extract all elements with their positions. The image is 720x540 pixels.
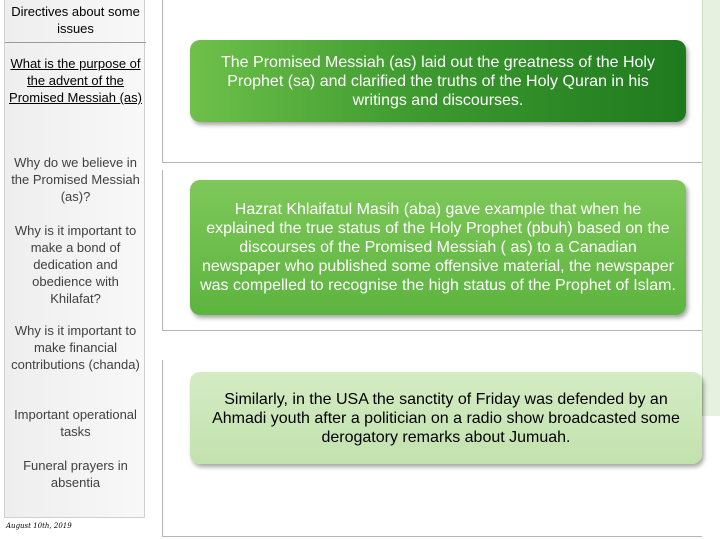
connector-line: [162, 536, 702, 537]
connector-line: [162, 360, 163, 536]
date-footer: August 10th, 2019: [6, 522, 72, 530]
callout-usa-friday: [190, 372, 702, 464]
sidebar-item-why-believe[interactable]: Why do we believe in the Promised Messiah (as)?: [11, 155, 140, 204]
sidebar: [4, 0, 145, 518]
connector-line: [162, 330, 702, 331]
sidebar-title: Directives about some issues: [11, 4, 140, 36]
callout-text: Similarly, in the USA the sanctity of Friday was defended by an Ahmadi youth after a politician on a radio show broadcasted some derogatory remarks about Jumuah.: [212, 390, 680, 446]
sidebar-item-operational-tasks[interactable]: Important operational tasks: [14, 407, 137, 439]
connector-line: [162, 170, 163, 330]
side-tab: [702, 0, 720, 416]
callout-text: The Promised Messiah (as) laid out the greatness of the Holy Prophet (sa) and clarified the truths of the Holy Quran in his writings and discourses.: [221, 53, 655, 109]
connector-line: [162, 0, 163, 162]
sidebar-divider: [5, 42, 146, 43]
sidebar-item-funeral-prayers[interactable]: Funeral prayers in absentia: [23, 458, 128, 490]
callout-canadian-newspaper: [190, 180, 686, 315]
sidebar-item-financial-contributions[interactable]: Why is it important to make financial contributions (chanda): [11, 323, 140, 372]
sidebar-item-purpose-of-advent[interactable]: What is the purpose of the advent of the Promised Messiah (as): [9, 56, 142, 105]
sidebar-item-bond-with-khilafat[interactable]: Why is it important to make a bond of dedication and obedience with Khilafat?: [14, 223, 137, 306]
callout-text: Hazrat Khlaifatul Masih (aba) gave example that when he explained the true status of the Holy Prophet (pbuh) based on the discourses of the Promised Messiah ( as) to a Canadian newspaper who published some offensive material, the newspaper was compelled to recognise the high status of the Prophet of Islam.: [200, 201, 676, 294]
connector-line: [162, 162, 702, 163]
callout-promised-messiah: [190, 40, 686, 122]
